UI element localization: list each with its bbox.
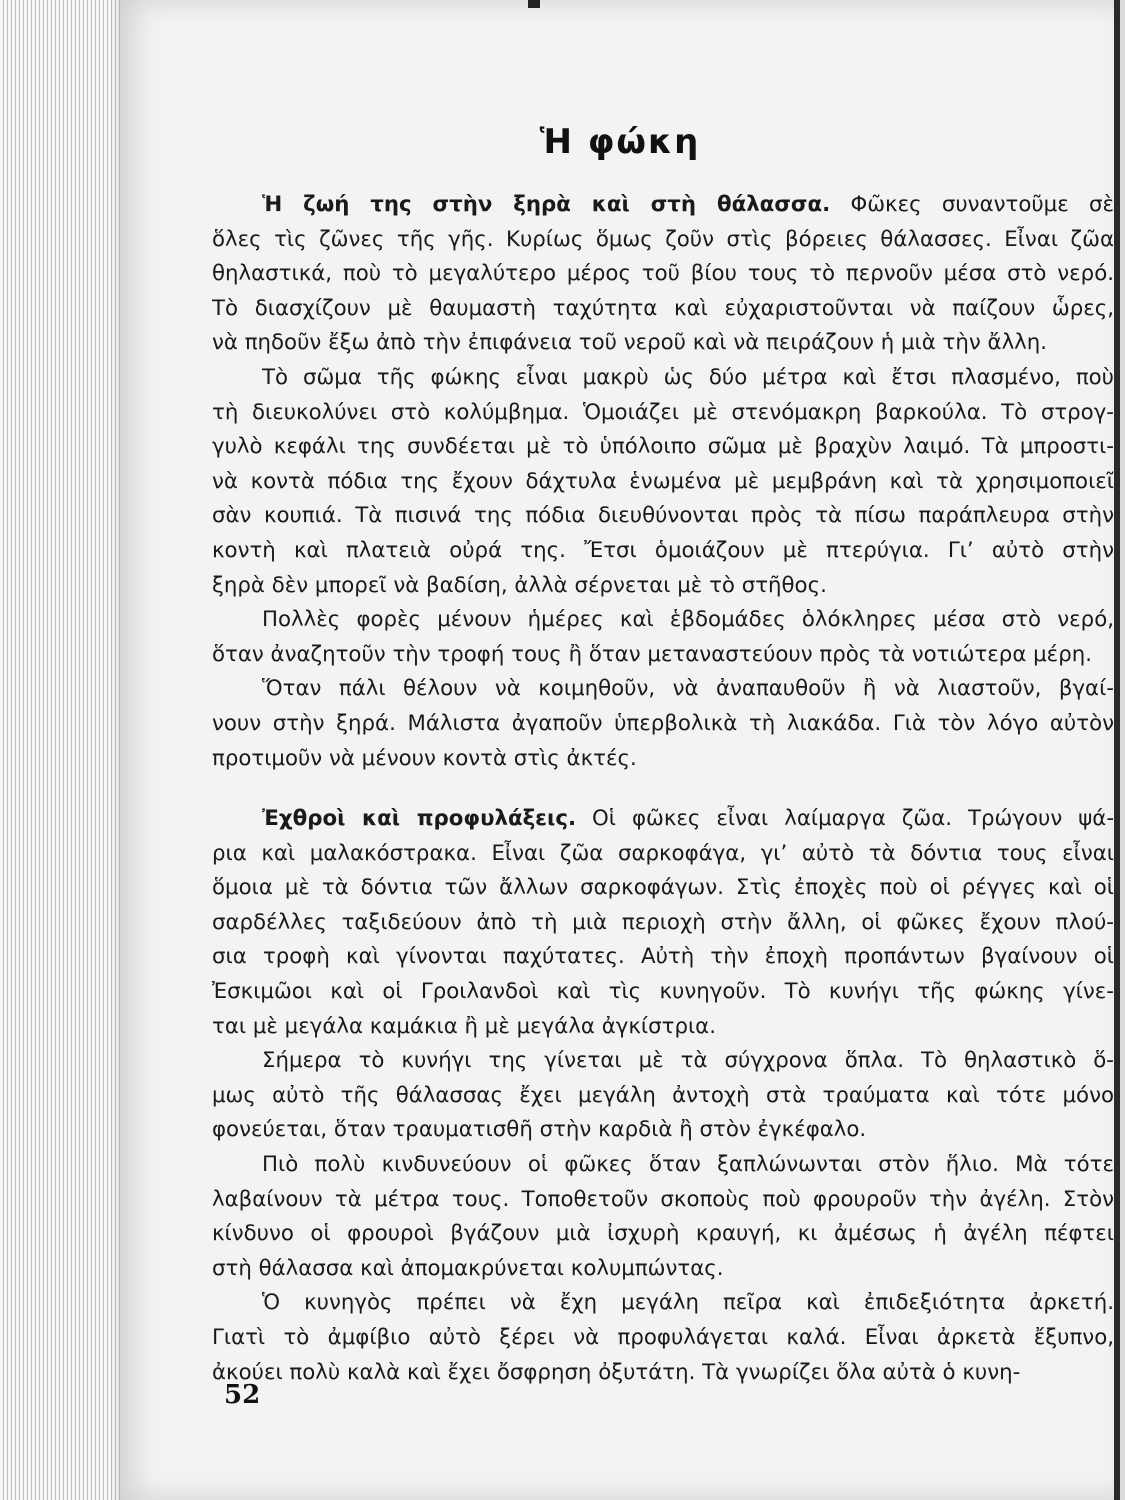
text-line: ἀκούει πολὺ καλὰ καὶ ἔχει ὄσφρηση ὀξυτάτη. Τὰ γνωρίζει ὅλα αὐτὰ ὁ κυνη- xyxy=(212,1359,1021,1385)
paragraph xyxy=(212,188,1114,361)
text-line: Σήμερα τὸ κυνήγι της γίνεται μὲ τὰ σύγχρονα ὅπλα. Τὸ θηλαστικὸ ὅ- xyxy=(262,1048,1114,1074)
text-line: σια τροφὴ καὶ γίνονται παχύτατες. Αὐτὴ τὴν ἐποχὴ προπάντων βγαίνουν οἱ xyxy=(212,944,1114,970)
page-number: 52 xyxy=(224,1380,261,1410)
paragraph xyxy=(212,802,1114,1044)
text-line: στὴ θάλασσα καὶ ἀπομακρύνεται κολυμπώντας. xyxy=(212,1255,724,1281)
section-heading: Ἡ ζωή της στὴν ξηρὰ καὶ στὴ θάλασσα. xyxy=(262,192,831,217)
text-line: προτιμοῦν νὰ μένουν κοντὰ στὶς ἀκτές. xyxy=(212,745,637,771)
text-line: Πιὸ πολὺ κινδυνεύουν οἱ φῶκες ὅταν ξαπλώνωνται στὸν ἥλιο. Μὰ τότε xyxy=(262,1152,1114,1178)
text-line: φονεύεται, ὅταν τραυματισθῆ στὴν καρδιὰ ἢ στὸν ἐγκέφαλο. xyxy=(212,1117,867,1143)
text-line: Γιατὶ τὸ ἀμφίβιο αὐτὸ ξέρει νὰ προφυλάγεται καλά. Εἶναι ἀρκετὰ ἔξυπνο, xyxy=(212,1325,1114,1350)
paragraph xyxy=(212,1148,1114,1286)
printing-mark xyxy=(528,0,540,8)
page-title: Ἡ φώκη xyxy=(539,122,701,162)
paragraph xyxy=(212,603,1114,672)
paragraph xyxy=(212,1286,1114,1390)
text-line: κοντὴ καὶ πλατειὰ οὐρά της. Ἔτσι ὁμοιάζουν μὲ πτερύγια. Γι’ αὐτὸ στὴν xyxy=(212,537,1114,563)
text-line: νὰ κοντὰ πόδια της ἔχουν δάχτυλα ἑνωμένα μὲ μεμβράνη καὶ τὰ χρησιμοποιεῖ xyxy=(212,468,1114,494)
text-line: σὰν κουπιά. Τὰ πισινά της πόδια διευθύνονται πρὸς τὰ πίσω παράπλευρα στὴν xyxy=(212,503,1114,529)
text-line: μως αὐτὸ τῆς θάλασσας ἔχει μεγάλη ἀντοχὴ στὰ τραύματα καὶ τότε μόνο xyxy=(212,1082,1114,1108)
page-right-edge xyxy=(1114,0,1120,1500)
paragraph xyxy=(212,1044,1114,1148)
text-line xyxy=(212,188,1114,223)
text-line: ρια καὶ μαλακόστρακα. Εἶναι ζῶα σαρκοφάγα, γι’ αὐτὸ τὰ δόντια τους εἶναι xyxy=(212,840,1114,866)
text-line: λαβαίνουν τὰ μέτρα τους. Τοποθετοῦν σκοποὺς ποὺ φρουροῦν τὴν ἀγέλη. Στὸν xyxy=(212,1186,1114,1212)
text-line xyxy=(212,802,1114,837)
text-line: ὅταν ἀναζητοῦν τὴν τροφή τους ἢ ὅταν μεταναστεύουν πρὸς τὰ νοτιώτερα μέρη. xyxy=(212,641,1092,667)
text-line: κίνδυνο οἱ φρουροὶ βγάζουν μιὰ ἰσχυρὴ κραυγή, κι ἀμέσως ἡ ἀγέλη πέφτει xyxy=(212,1221,1114,1247)
article-body xyxy=(212,188,1114,1390)
text-line: Πολλὲς φορὲς μένουν ἡμέρες καὶ ἑβδομάδες ὁλόκληρες μέσα στὸ νερό, xyxy=(262,607,1114,633)
section-heading: Ἐχθροὶ καὶ προφυλάξεις. xyxy=(262,806,577,832)
text-line: Ὁ κυνηγὸς πρέπει νὰ ἔχη μεγάλη πεῖρα καὶ ἐπιδεξιότητα ἀρκετή. xyxy=(262,1290,1114,1316)
text-line: νὰ πηδοῦν ἔξω ἀπὸ τὴν ἐπιφάνεια τοῦ νεροῦ καὶ νὰ πειράζουν ἡ μιὰ τὴν ἄλλη. xyxy=(212,330,1048,356)
text-line: τὴ διευκολύνει στὸ κολύμβημα. Ὁμοιάζει μὲ στενόμακρη βαρκούλα. Τὸ στρογ- xyxy=(212,399,1114,425)
text-line: Τὸ διασχίζουν μὲ θαυμαστὴ ταχύτητα καὶ εὐχαριστοῦνται νὰ παίζουν ὧρες, xyxy=(212,295,1114,321)
line-text: Φῶκες συναντοῦμε σὲ xyxy=(830,192,1114,217)
section-gap xyxy=(212,776,1114,802)
text-line: ξηρὰ δὲν μπορεῖ νὰ βαδίση, ἀλλὰ σέρνεται μὲ τὸ στῆθος. xyxy=(212,572,827,598)
text-line: ται μὲ μεγάλα καμάκια ἢ μὲ μεγάλα ἀγκίστρια. xyxy=(212,1013,716,1039)
paragraph xyxy=(212,672,1114,776)
text-line: γυλὸ κεφάλι της συνδέεται μὲ τὸ ὑπόλοιπο σῶμα μὲ βραχὺν λαιμό. Τὰ μπροστι- xyxy=(212,434,1114,460)
text-line: Τὸ σῶμα τῆς φώκης εἶναι μακρὺ ὡς δύο μέτρα καὶ ἔτσι πλασμένο, ποὺ xyxy=(262,364,1114,390)
text-line: σαρδέλλες ταξιδεύουν ἀπὸ τὴ μιὰ περιοχὴ στὴν ἄλλη, οἱ φῶκες ἔχουν πλού- xyxy=(212,909,1114,935)
text-line: Ἐσκιμῶοι καὶ οἱ Γροιλανδοὶ καὶ τὶς κυνηγοῦν. Τὸ κυνήγι τῆς φώκης γίνε- xyxy=(212,979,1114,1005)
text-line: Ὅταν πάλι θέλουν νὰ κοιμηθοῦν, νὰ ἀναπαυθοῦν ἢ νὰ λιαστοῦν, βγαί- xyxy=(262,676,1114,702)
text-line: νουν στὴν ξηρά. Μάλιστα ἀγαποῦν ὑπερβολικὰ τὴ λιακάδα. Γιὰ τὸν λόγο αὐτὸν xyxy=(212,710,1114,736)
line-text: Οἱ φῶκες εἶναι λαίμαργα ζῶα. Τρώγουν ψά- xyxy=(576,806,1114,832)
text-line: ὅμοια μὲ τὰ δόντια τῶν ἄλλων σαρκοφάγων. Στὶς ἐποχὲς ποὺ οἱ ρέγγες καὶ οἱ xyxy=(212,875,1114,901)
paragraph xyxy=(212,361,1114,603)
text-line: ὅλες τὶς ζῶνες τῆς γῆς. Κυρίως ὅμως ζοῦν στὶς βόρειες θάλασσες. Εἶναι ζῶα xyxy=(212,226,1114,252)
text-line: θηλαστικά, ποὺ τὸ μεγαλύτερο μέρος τοῦ βίου τους τὸ περνοῦν μέσα στὸ νερό. xyxy=(212,261,1114,287)
book-page xyxy=(120,0,1120,1500)
